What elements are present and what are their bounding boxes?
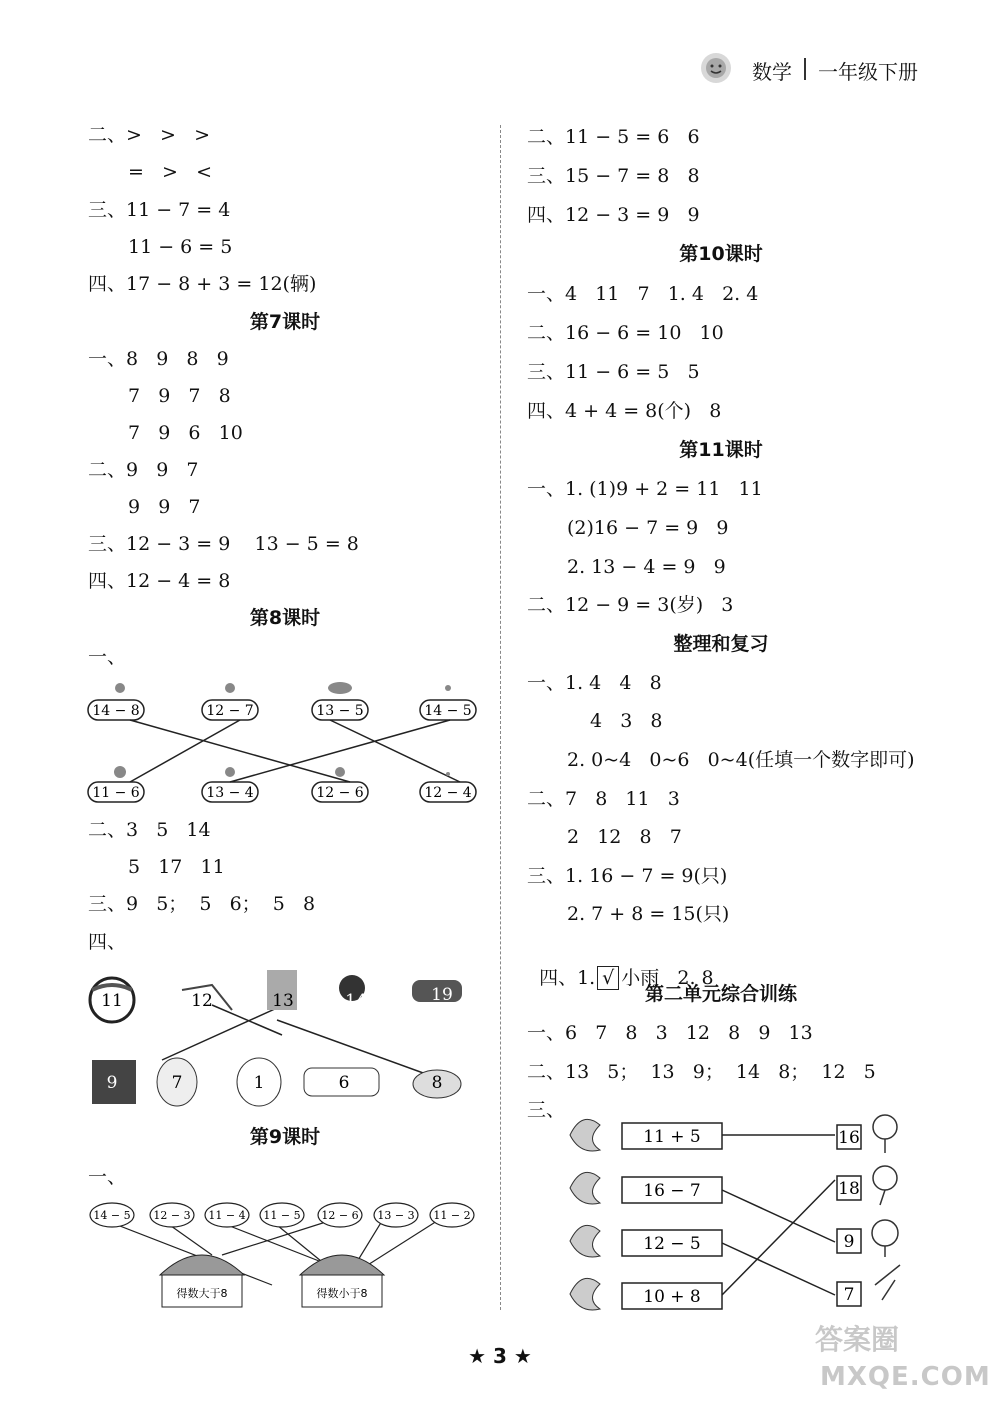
answer-line: 5 17 11 xyxy=(128,856,225,878)
answer-line: 三、 xyxy=(527,1099,566,1121)
page-header xyxy=(700,52,960,86)
answer-line: 二、3 5 14 xyxy=(88,819,211,841)
answer-suffix: 小雨 2. 8 xyxy=(621,967,714,989)
answer-line: 三、12 − 3 = 9 13 − 5 = 8 xyxy=(88,533,359,555)
answer-line: 7 9 7 8 xyxy=(128,385,231,407)
answer-line: (2)16 − 7 = 9 9 xyxy=(567,517,729,539)
answer-line: 三、1. 16 − 7 = 9(只) xyxy=(527,865,728,887)
answer-line: 9 9 7 xyxy=(128,496,201,518)
answer-line: 一、 xyxy=(88,646,127,668)
match-bottom-1: 11 − 6 xyxy=(92,785,140,801)
bubble-expr: 14 − 5 xyxy=(93,1209,131,1222)
watermark-url: MXQE.COM xyxy=(820,1362,991,1392)
answer-line: = > < xyxy=(128,161,212,183)
section-title: 第10课时 xyxy=(679,243,763,265)
sun-logo-icon xyxy=(700,52,732,84)
answer-box: 9 xyxy=(843,1232,855,1252)
answer-line: 二、9 9 7 xyxy=(88,459,199,481)
answer-line: 三、15 − 7 = 8 8 xyxy=(527,165,700,187)
answer-box: 16 xyxy=(838,1128,860,1148)
ball-number: 14 xyxy=(345,991,367,1011)
checkbox-checked: √ xyxy=(597,966,619,990)
answer-line: 四、4 + 4 = 8(个) 8 xyxy=(527,400,722,422)
expr-box: 11 + 5 xyxy=(643,1127,701,1147)
match-top-1: 14 − 8 xyxy=(92,703,140,719)
ball-number: 19 xyxy=(431,985,453,1005)
toy-number: 7 xyxy=(171,1073,183,1093)
bubble-expr: 13 − 3 xyxy=(377,1209,415,1222)
section-title: 第二单元综合训练 xyxy=(644,983,797,1005)
answer-line: 三、11 − 7 = 4 xyxy=(88,199,231,221)
answer-line: 一、4 11 7 1. 4 2. 4 xyxy=(527,283,759,305)
match-bottom-4: 12 − 4 xyxy=(424,785,472,801)
section-title: 第11课时 xyxy=(679,439,763,461)
answer-line: 一、1. 4 4 8 xyxy=(527,672,662,694)
answer-line: 7 9 6 10 xyxy=(128,422,243,444)
answer-prefix: 四、1. xyxy=(539,967,596,989)
answer-line: 二、16 − 6 = 10 10 xyxy=(527,322,724,344)
ball-number: 12 xyxy=(191,991,213,1011)
answer-line: 11 − 6 = 5 xyxy=(128,236,233,258)
toy-number: 9 xyxy=(106,1073,118,1093)
page-number: ★ 3 ★ xyxy=(468,1344,532,1368)
subject-label: 数学 xyxy=(752,60,792,84)
butterfly-flower-matching xyxy=(560,1095,920,1315)
answer-box: 18 xyxy=(838,1179,860,1199)
toy-number: 8 xyxy=(431,1073,443,1093)
section-title: 整理和复习 xyxy=(673,633,769,655)
answer-line: 二、11 − 5 = 6 6 xyxy=(527,126,700,148)
bubble-house-sort xyxy=(82,1195,482,1315)
match-top-4: 14 − 5 xyxy=(424,703,472,719)
answer-line: 4 3 8 xyxy=(590,710,663,732)
ball-number: 11 xyxy=(101,991,123,1011)
section-title: 第9课时 xyxy=(249,1126,321,1148)
answer-line: 一、 xyxy=(88,1166,127,1188)
header-separator xyxy=(804,58,806,80)
answer-line: 二、13 5； 13 9； 14 8； 12 5 xyxy=(527,1061,876,1083)
bubble-expr: 12 − 3 xyxy=(153,1209,191,1222)
answer-line: 2. 13 − 4 = 9 9 xyxy=(567,556,726,578)
answer-line: 四、12 − 3 = 9 9 xyxy=(527,204,700,226)
page-number-value: 3 xyxy=(493,1344,507,1368)
grade-label: 一年级下册 xyxy=(818,60,918,84)
answer-line: 四、17 − 8 + 3 = 12(辆) xyxy=(88,273,317,295)
bubble-expr: 11 − 5 xyxy=(263,1209,301,1222)
answer-line: 二、7 8 11 3 xyxy=(527,788,680,810)
toy-number: 6 xyxy=(338,1073,350,1093)
match-bottom-2: 13 − 4 xyxy=(206,785,254,801)
watermark: 答案圈 xyxy=(815,1323,900,1356)
answer-line: 2. 7 + 8 = 15(只) xyxy=(567,903,730,925)
ball-toy-matching xyxy=(82,960,482,1115)
answer-line: 一、6 7 8 3 12 8 9 13 xyxy=(527,1022,813,1044)
answer-line: 三、11 − 6 = 5 5 xyxy=(527,361,700,383)
answer-line: 二、12 − 9 = 3(岁) 3 xyxy=(527,594,734,616)
match-top-3: 13 − 5 xyxy=(316,703,364,719)
expr-box: 12 − 5 xyxy=(643,1234,701,1254)
answer-box: 7 xyxy=(843,1285,855,1305)
house-label: 得数小于8 xyxy=(316,1287,368,1300)
match-top-2: 12 − 7 xyxy=(206,703,254,719)
column-divider xyxy=(500,125,501,1310)
bubble-expr: 11 − 4 xyxy=(208,1209,246,1222)
ball-number: 13 xyxy=(272,991,294,1011)
answer-line: 四、 xyxy=(88,931,127,953)
toy-number: 1 xyxy=(253,1073,265,1093)
answer-line: 2 12 8 7 xyxy=(567,826,682,848)
expr-box: 16 − 7 xyxy=(643,1181,701,1201)
answer-line: 2. 0~4 0~6 0~4(任填一个数字即可) xyxy=(567,749,915,771)
matching-diagram-8 xyxy=(80,672,490,812)
section-title: 第7课时 xyxy=(249,311,321,333)
match-bottom-3: 12 − 6 xyxy=(316,785,364,801)
answer-line: 一、1. (1)9 + 2 = 11 11 xyxy=(527,478,763,500)
answer-line: 一、8 9 8 9 xyxy=(88,348,229,370)
section-title: 第8课时 xyxy=(249,607,321,629)
expr-box: 10 + 8 xyxy=(643,1287,701,1307)
bubble-expr: 12 − 6 xyxy=(321,1209,359,1222)
answer-line: 四、12 − 4 = 8 xyxy=(88,570,231,592)
house-label: 得数大于8 xyxy=(176,1287,228,1300)
answer-line: 二、> > > xyxy=(88,124,210,146)
bubble-expr: 11 − 2 xyxy=(433,1209,471,1222)
answer-line: 三、9 5； 5 6； 5 8 xyxy=(88,893,316,915)
